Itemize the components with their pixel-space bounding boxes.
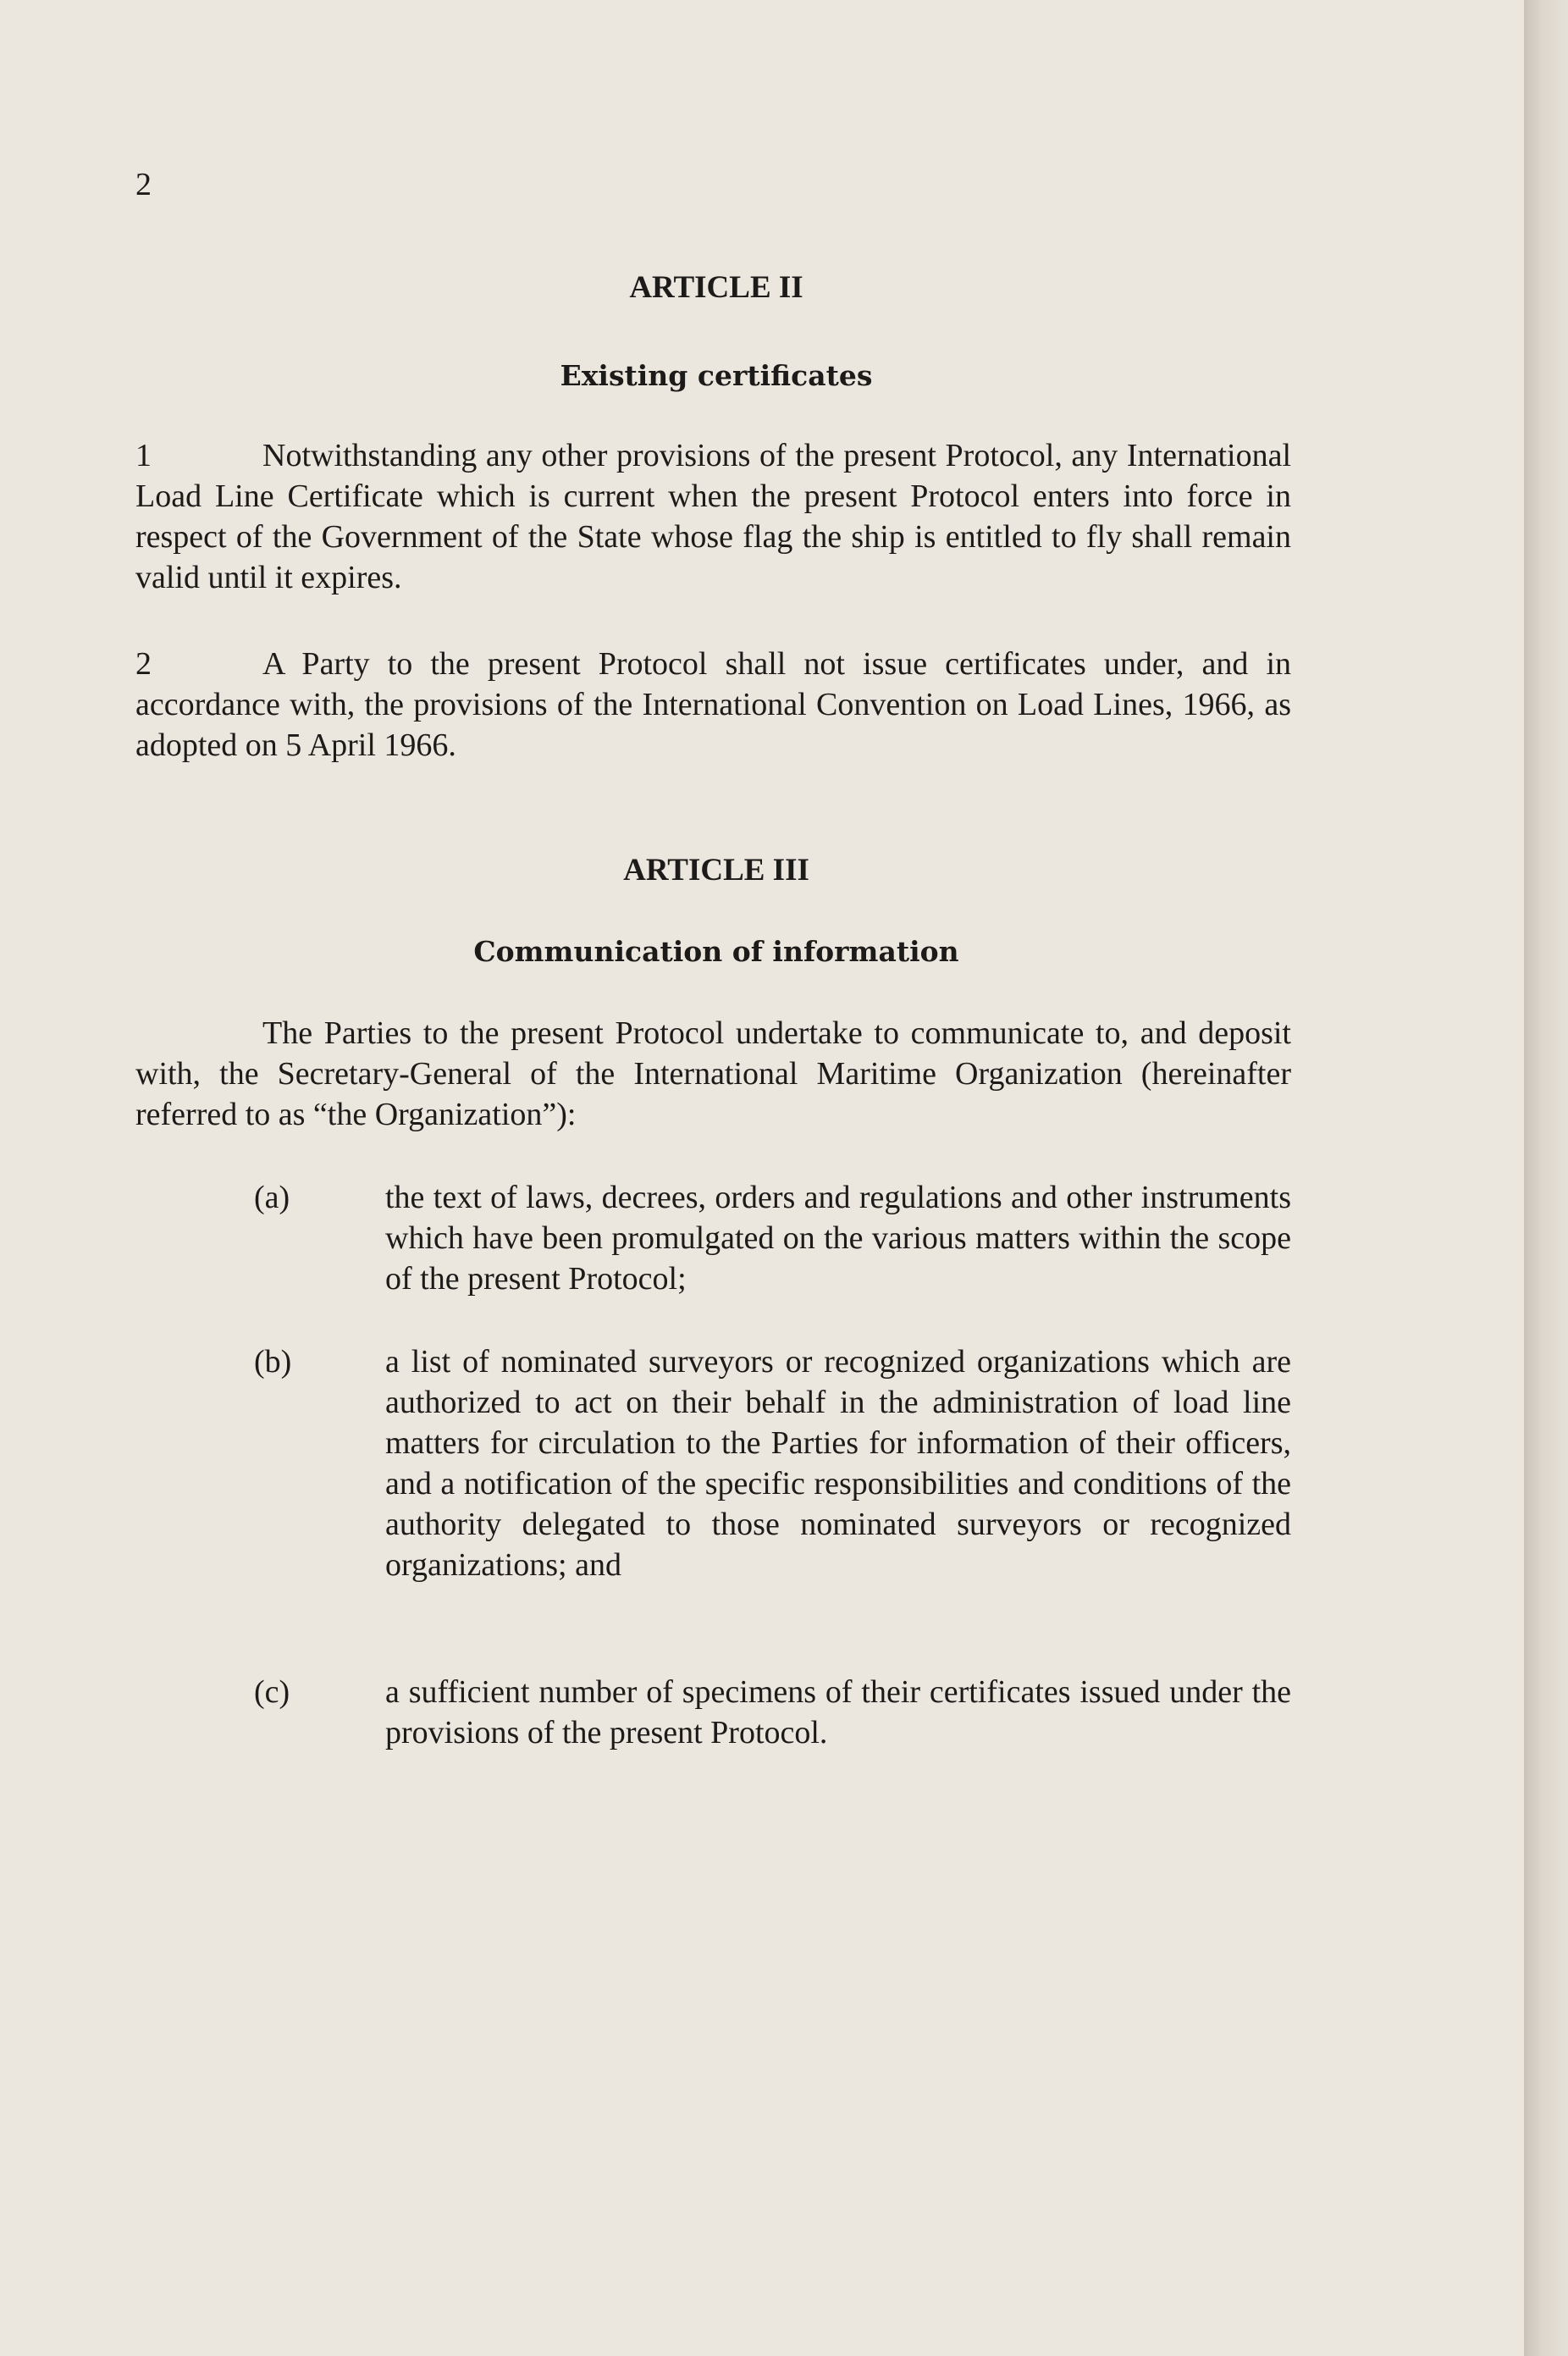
page-edge — [1524, 0, 1568, 2356]
page-number: 2 — [135, 167, 152, 202]
list-item-a — [254, 1177, 1291, 1299]
list-item-label: (c) — [254, 1674, 290, 1710]
article-2-paragraph-1 — [135, 435, 1291, 598]
article-3-intro: The Parties to the present Protocol undertake to communicate to, and deposit with, the Secretary-General of the International Maritime Organization (hereinafter referred to as “the Organization”): — [135, 1015, 1291, 1132]
paragraph-text: A Party to the present Protocol shall not issue certificates under, and in accordance with, the provisions of the International Convention on Load Lines, 1966, as adopted on 5 April 1966. — [135, 646, 1291, 763]
paragraph-text: Notwithstanding any other provisions of the present Protocol, any International Load Line Certificate which is current when the present Protocol enters into force in respect of the Government of the State whose flag the ship is entitled to fly shall remain valid until it expires. — [135, 438, 1291, 595]
article-2-paragraph-2 — [135, 644, 1291, 766]
paragraph-number: 1 — [135, 438, 152, 473]
list-item-c — [254, 1672, 1291, 1753]
list-item-text: a list of nominated surveyors or recognized organizations which are authorized to act on their behalf in the administration of load line matters for circulation to the Parties for information of their officers, and a notification of the specific responsibilities and conditions of the authority delegated to those nominated surveyors or recognized organizations; and — [385, 1344, 1291, 1583]
list-item-label: (a) — [254, 1180, 290, 1215]
list-item-text: the text of laws, decrees, orders and regulations and other instruments which have been promulgated on the various matters within the scope of the present Protocol; — [385, 1180, 1291, 1297]
paragraph-number: 2 — [135, 646, 152, 682]
list-item-label: (b) — [254, 1344, 292, 1380]
article-3-heading: ARTICLE III — [623, 853, 809, 888]
article-2-subheading: Existing certificates — [560, 359, 873, 392]
article-2-heading: ARTICLE II — [629, 270, 803, 305]
article-3-subheading: Communication of information — [473, 935, 959, 968]
list-item-b — [254, 1341, 1291, 1585]
list-item-text: a sufficient number of specimens of their certificates issued under the provisions of the present Protocol. — [385, 1674, 1291, 1750]
